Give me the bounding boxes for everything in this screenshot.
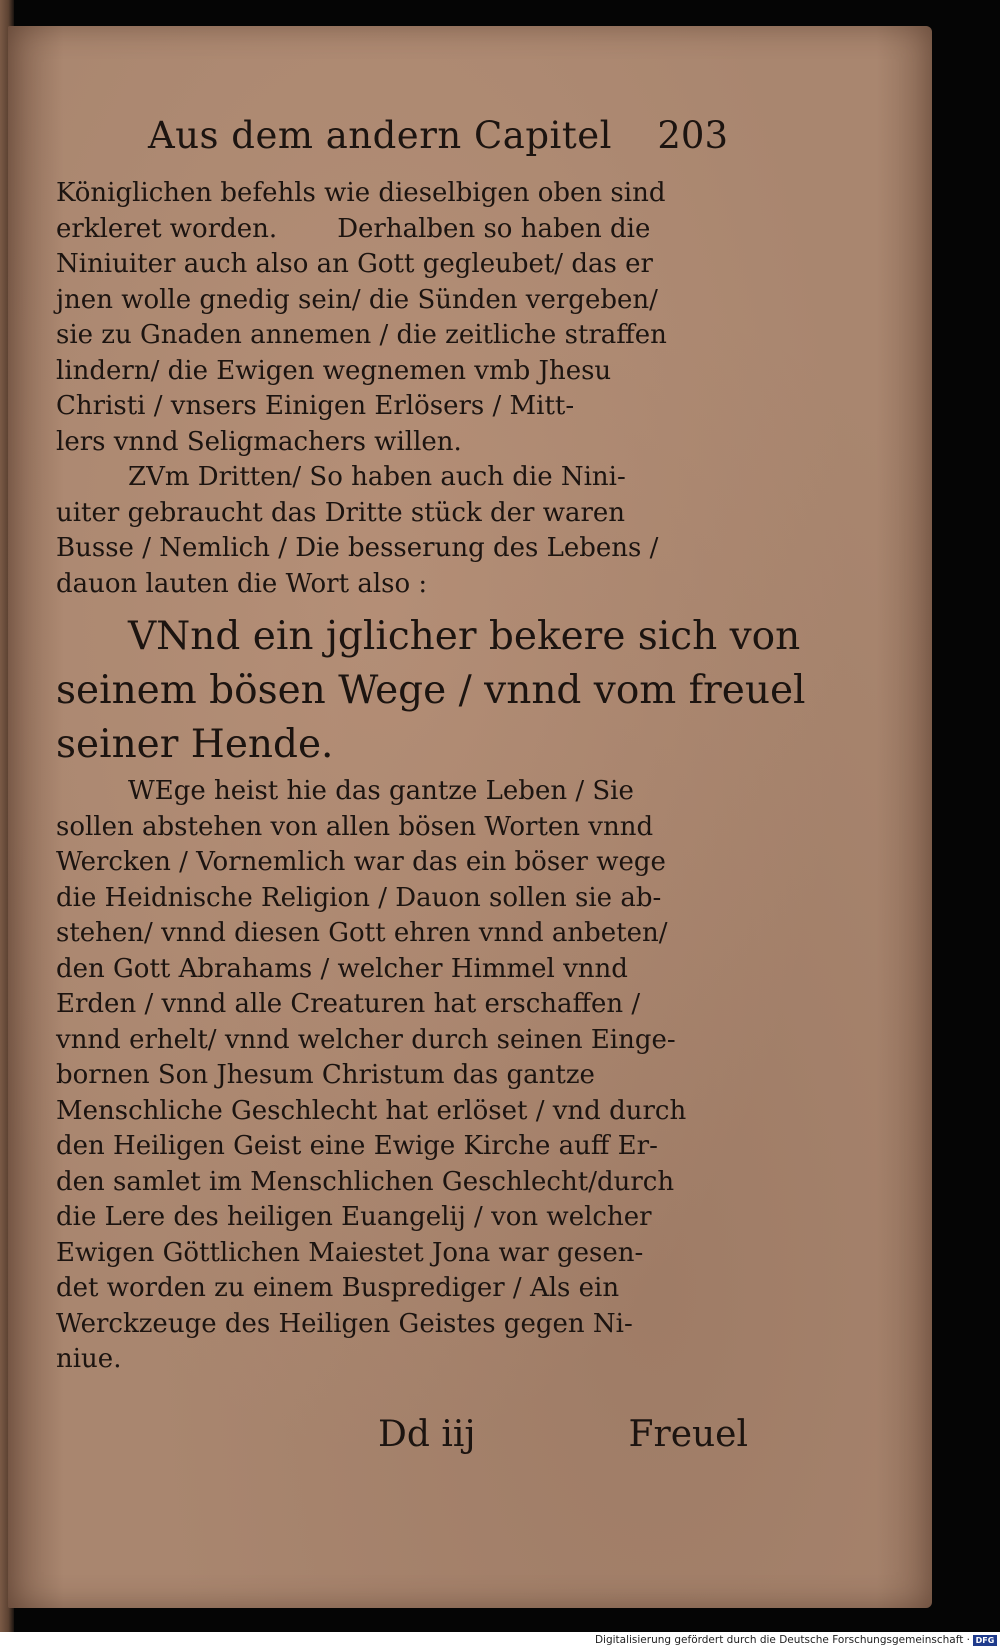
- paragraph-1: [56, 176, 756, 460]
- text-segment: erkleret worden.: [56, 213, 278, 244]
- signature-mark: Dd iij: [378, 1414, 476, 1455]
- text-line: lers vnnd Seligmachers willen.: [56, 426, 462, 457]
- paragraph-2: [56, 460, 756, 602]
- dfg-logo: DFG: [973, 1635, 997, 1646]
- text-line: den Gott Abrahams / welcher Himmel vnnd: [56, 953, 628, 984]
- text-line: Erden / vnnd alle Creaturen hat erschaffen /: [56, 989, 641, 1019]
- text-line: niue.: [56, 1344, 122, 1374]
- catchword: Freuel: [628, 1414, 748, 1455]
- text-line: die Lere des heiligen Euangelij / von welcher: [56, 1202, 652, 1232]
- quote-line: seinem bösen Wege / vnnd vom freuel: [56, 668, 806, 713]
- text-line: den Heiligen Geist eine Ewige Kirche auff Er-: [56, 1131, 658, 1161]
- page-number: 203: [657, 114, 728, 157]
- text-line: ZVm Dritten/ So haben auch die Nini-: [128, 462, 626, 492]
- text-line: Königlichen befehls wie dieselbigen oben sind: [56, 178, 666, 208]
- text-line: Menschliche Geschlecht hat erlöset / vnd durch: [56, 1095, 687, 1126]
- text-line: vnnd erhelt/ vnnd welcher durch seinen Einge-: [56, 1024, 676, 1055]
- credit-text: Digitalisierung gefördert durch die Deutsche Forschungsgemeinschaft ·: [594, 1634, 970, 1646]
- text-line: Christi / vnsers Einigen Erlösers / Mitt-: [56, 391, 575, 421]
- text-line: Werckzeuge des Heiligen Geistes gegen Ni-: [56, 1308, 633, 1339]
- text-line: Wercken / Vornemlich war das ein böser wege: [56, 847, 666, 877]
- page-footer: [378, 1414, 748, 1464]
- credit-bar: [0, 1632, 1000, 1648]
- text-line: dauon lauten die Wort also :: [56, 568, 428, 599]
- text-line: sie zu Gnaden annemen / die zeitliche straffen: [56, 320, 667, 350]
- quote-line: VNnd ein jglicher bekere sich von: [128, 614, 801, 659]
- text-line: [56, 212, 756, 248]
- book-page: [8, 26, 932, 1608]
- running-header: [148, 114, 728, 168]
- text-line: uiter gebraucht das Dritte stück der waren: [56, 497, 626, 528]
- text-line: Niniuiter auch also an Gott gegleubet/ das er: [56, 249, 653, 279]
- text-line: Ewigen Göttlichen Maiestet Jona war gesen-: [56, 1237, 644, 1268]
- running-title: Aus dem andern Capitel: [148, 114, 612, 157]
- quote-line: seiner Hende.: [56, 722, 334, 767]
- text-line: WEge heist hie das gantze Leben / Sie: [128, 776, 634, 806]
- text-line: det worden zu einem Busprediger / Als ein: [56, 1273, 620, 1303]
- text-line: stehen/ vnnd diesen Gott ehren vnnd anbeten/: [56, 918, 668, 948]
- text-line: sollen abstehen von allen bösen Worten vnnd: [56, 811, 654, 842]
- paragraph-3: [56, 774, 756, 1378]
- scripture-quote: [56, 610, 806, 772]
- text-line: Busse / Nemlich / Die besserung des Lebens /: [56, 533, 659, 563]
- text-line: bornen Son Jhesum Christum das gantze: [56, 1060, 595, 1090]
- text-segment: Derhalben so haben die: [337, 213, 651, 244]
- text-line: die Heidnische Religion / Dauon sollen sie ab-: [56, 882, 662, 913]
- text-line: den samlet im Menschlichen Geschlecht/durch: [56, 1166, 675, 1197]
- text-line: lindern/ die Ewigen wegnemen vmb Jhesu: [56, 355, 612, 386]
- page-body: [56, 176, 806, 1378]
- text-line: jnen wolle gnedig sein/ die Sünden vergeben/: [56, 284, 658, 315]
